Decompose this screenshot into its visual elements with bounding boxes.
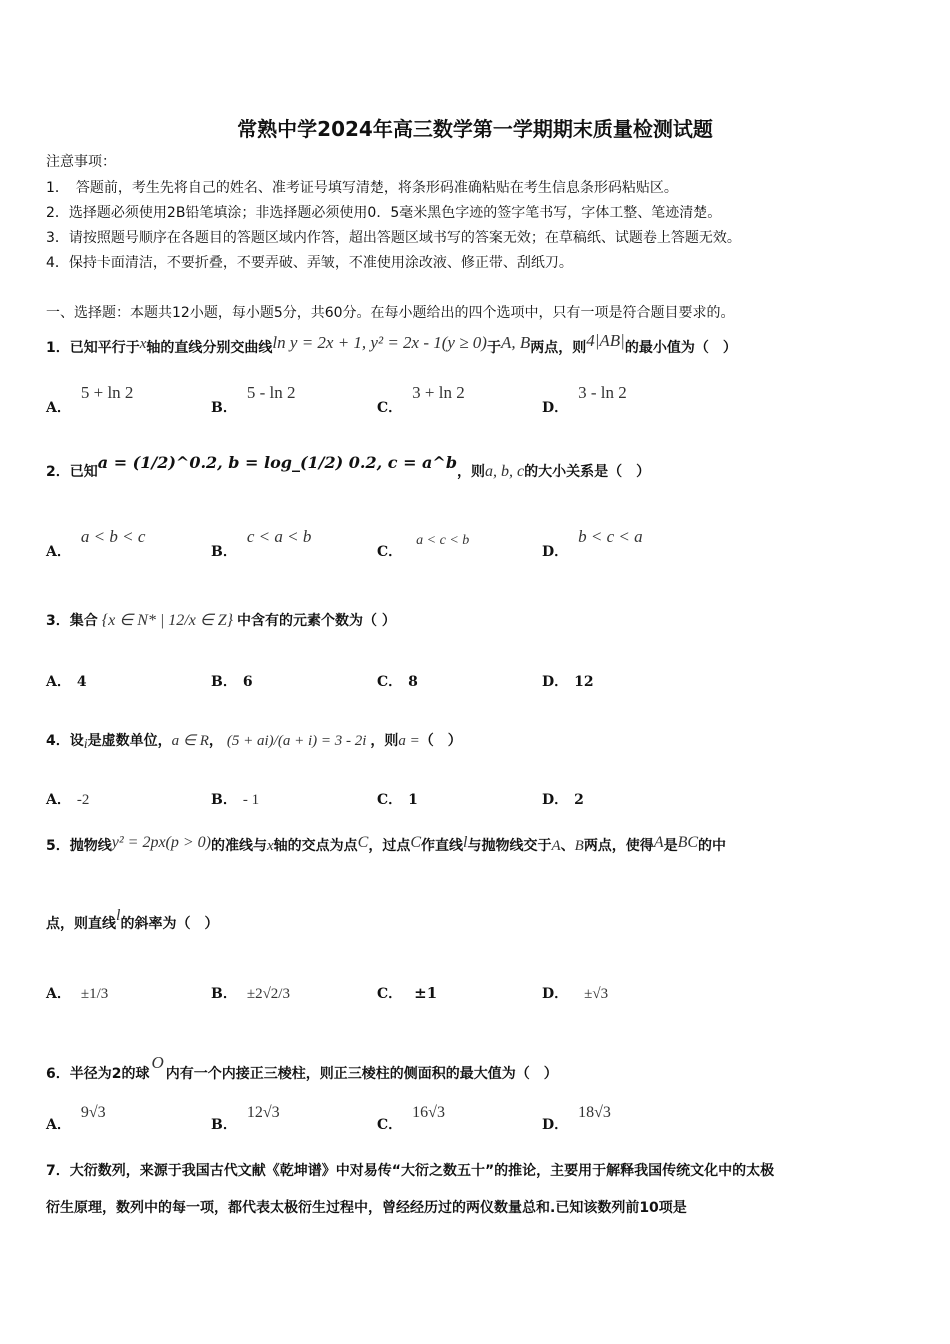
option-b[interactable]: [211, 789, 259, 809]
question-6: [46, 1053, 558, 1083]
option-label: B．: [211, 674, 237, 690]
question-text: 轴的直线分别交曲线: [146, 340, 273, 356]
option-label: C．: [377, 400, 403, 416]
notice-item: 4．保持卡面清洁，不要折叠，不要弄破、弄皱，不准使用涂改液、修正带、刮纸刀。: [46, 255, 573, 271]
question-text: 的斜率为（ ）: [120, 916, 219, 932]
question-text: 6．半径为2的球: [46, 1066, 150, 1082]
option-b[interactable]: [211, 1102, 280, 1133]
option-b[interactable]: [211, 983, 290, 1003]
option-value: 9√3: [80, 1104, 106, 1121]
option-label: C．: [377, 544, 403, 560]
question-1: [46, 331, 737, 357]
option-value: - 1: [242, 792, 260, 808]
math-expression: a = (1/2)^0.2, b = log_(1/2) 0.2, c = a^b: [97, 453, 458, 472]
option-c[interactable]: [377, 529, 470, 560]
option-c[interactable]: [377, 671, 418, 691]
option-value: 18√3: [578, 1104, 611, 1121]
notice-heading: 注意事项：: [46, 154, 116, 170]
page-title: 常熟中学2024年高三数学第一学期期末质量检测试题: [237, 117, 713, 141]
notice-item: 1． 答题前，考生先将自己的姓名、准考证号填写清楚，将条形码准确粘贴在考生信息条形码粘贴区。: [46, 180, 678, 196]
option-a[interactable]: [46, 527, 146, 560]
question-text: 作直线: [421, 838, 464, 854]
math-var: x: [139, 336, 147, 352]
option-value: 4: [76, 674, 87, 690]
section-heading: 一、选择题：本题共12小题，每小题5分，共60分。在每小题给出的四个选项中，只有一项是符合题目要求的。: [46, 305, 735, 321]
math-var: B: [574, 838, 584, 854]
question-text: ，: [208, 733, 223, 749]
option-value: ±2√2/3: [246, 986, 290, 1002]
math-var: x: [267, 838, 274, 854]
math-var: O: [151, 1053, 164, 1072]
option-value: 1: [408, 792, 418, 808]
option-value: 3 + ln 2: [412, 383, 465, 402]
math-var: l: [463, 834, 468, 851]
option-value: 16√3: [412, 1104, 445, 1121]
math-expression: (5 + ai)/(a + i) = 3 - 2i: [226, 733, 367, 749]
notice-item: 3．请按照题号顺序在各题目的答题区域内作答，超出答题区域书写的答案无效；在草稿纸、试题卷上答题无效。: [46, 230, 741, 246]
option-label: A．: [46, 544, 71, 560]
option-value: ±√3: [584, 986, 609, 1002]
option-label: B．: [211, 544, 237, 560]
option-value: ±1/3: [80, 986, 109, 1002]
option-label: C．: [377, 792, 403, 808]
option-d[interactable]: [542, 1102, 611, 1133]
question-3: [46, 610, 396, 630]
question-5-cont: [46, 907, 218, 933]
math-var: C: [410, 834, 422, 851]
option-value: a < b < c: [80, 527, 146, 546]
option-label: B．: [211, 1117, 237, 1133]
option-label: A．: [46, 674, 71, 690]
math-var: i: [83, 737, 88, 752]
question-4: [46, 730, 462, 753]
option-c[interactable]: [377, 983, 437, 1003]
question-text: 是: [663, 838, 678, 854]
math-var: A: [653, 834, 664, 851]
option-value: a < c < b: [416, 533, 470, 548]
option-d[interactable]: [542, 383, 627, 416]
option-c[interactable]: [377, 1102, 445, 1133]
option-value: 8: [408, 674, 418, 690]
option-label: A．: [46, 1117, 71, 1133]
option-a[interactable]: [46, 983, 108, 1003]
question-text: 4．设: [46, 733, 84, 749]
math-var: l: [116, 907, 121, 924]
math-expression: 4|AB|: [586, 331, 625, 350]
option-label: A．: [46, 792, 71, 808]
option-value: 5 - ln 2: [246, 383, 296, 402]
question-text: 的最小值为（ ）: [624, 340, 737, 356]
question-text: 2．已知: [46, 464, 98, 480]
question-text: 点，则直线: [46, 916, 116, 932]
notice-item: 2．选择题必须使用2B铅笔填涂；非选择题必须使用0．5毫米黑色字迹的签字笔书写，字体工整、笔迹清楚。: [46, 205, 722, 221]
option-value: 12√3: [246, 1104, 280, 1121]
option-value: 2: [574, 792, 584, 808]
option-label: D．: [542, 1117, 569, 1133]
option-label: D．: [542, 400, 569, 416]
question-text: 轴的交点为点: [273, 838, 358, 854]
question-text: ，则: [370, 733, 399, 749]
option-d[interactable]: [542, 789, 584, 809]
math-expression: a ∈ R: [171, 733, 209, 749]
question-text: 的中: [698, 838, 727, 854]
math-var: A, B: [500, 333, 531, 352]
option-label: D．: [542, 792, 569, 808]
option-label: B．: [211, 792, 237, 808]
math-expression: y² = 2px(p > 0): [111, 834, 211, 851]
option-b[interactable]: [211, 527, 312, 560]
question-text: （ ）: [419, 733, 462, 749]
math-var: BC: [677, 834, 699, 851]
option-d[interactable]: [542, 983, 608, 1003]
option-value: 5 + ln 2: [80, 383, 134, 402]
question-text: 的大小关系是（ ）: [524, 464, 651, 480]
question-text: 的准线与: [211, 838, 267, 854]
option-value: 3 - ln 2: [578, 383, 627, 402]
option-value: ±1: [414, 984, 438, 1002]
question-5: [46, 834, 726, 855]
option-label: C．: [377, 986, 403, 1002]
math-var: A: [551, 838, 561, 854]
question-text: 、: [560, 838, 575, 854]
option-value: -2: [76, 792, 90, 808]
question-text: ，过点: [368, 838, 411, 854]
question-text: 5．抛物线: [46, 838, 112, 854]
option-label: A．: [46, 986, 71, 1002]
option-value: 6: [242, 674, 253, 690]
option-label: B．: [211, 986, 237, 1002]
option-a[interactable]: [46, 671, 87, 691]
option-b[interactable]: [211, 383, 296, 416]
question-text: 于: [486, 340, 501, 356]
math-var: C: [357, 834, 369, 851]
option-label: D．: [542, 986, 569, 1002]
option-d[interactable]: [542, 671, 594, 691]
option-label: C．: [377, 1117, 403, 1133]
question-7-cont: 衍生原理，数列中的每一项，都代表太极衍生过程中，曾经经历过的两仪数量总和.已知该数列前10项是: [46, 1200, 687, 1216]
option-a[interactable]: [46, 789, 89, 809]
question-2: [46, 453, 650, 481]
question-text: 中含有的元素个数为（ ）: [237, 613, 396, 629]
option-label: B．: [211, 400, 237, 416]
question-text: 两点，使得: [583, 838, 654, 854]
option-b[interactable]: [211, 671, 253, 691]
math-expression: a =: [398, 733, 420, 749]
math-expression: {x ∈ N* | 12/x ∈ Z}: [101, 612, 234, 629]
option-c[interactable]: [377, 789, 418, 809]
question-text: ，则: [457, 464, 486, 480]
question-text: 3．集合: [46, 613, 98, 629]
option-d[interactable]: [542, 527, 643, 560]
option-value: b < c < a: [578, 527, 643, 546]
option-label: C．: [377, 674, 403, 690]
option-a[interactable]: [46, 383, 134, 416]
option-value: c < a < b: [246, 527, 312, 546]
question-text: 1．已知平行于: [46, 340, 140, 356]
option-value: 12: [574, 674, 594, 690]
option-a[interactable]: [46, 1102, 106, 1133]
option-label: D．: [542, 674, 569, 690]
question-text: 两点，则: [530, 340, 587, 356]
option-c[interactable]: [377, 383, 465, 416]
math-expression: ln y = 2x + 1, y² = 2x - 1(y ≥ 0): [272, 333, 487, 352]
question-text: 是虚数单位，: [87, 733, 172, 749]
question-text: 与抛物线交于: [467, 838, 552, 854]
question-text: 内有一个内接正三棱柱，则正三棱柱的侧面积的最大值为（ ）: [165, 1066, 558, 1082]
option-label: A．: [46, 400, 71, 416]
math-var: a, b, c: [485, 463, 525, 480]
option-label: D．: [542, 544, 569, 560]
question-7: 7．大衍数列，来源于我国古代文献《乾坤谱》中对易传“大衍之数五十”的推论，主要用于解释我国传统文化中的太极: [46, 1163, 775, 1179]
